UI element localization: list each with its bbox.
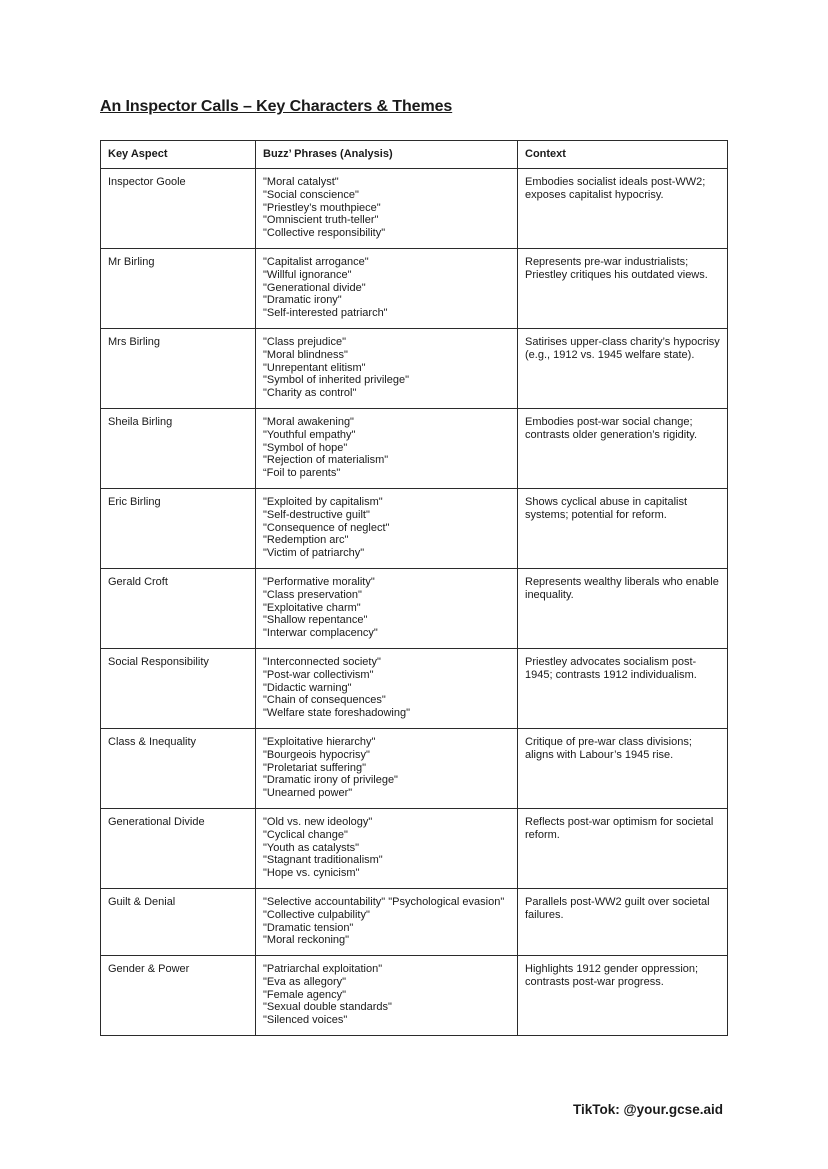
phrase: "Moral blindness": [263, 348, 348, 361]
phrases-cell: [256, 956, 518, 1036]
phrases-cell: [256, 569, 518, 649]
phrase: "Moral catalyst": [263, 176, 339, 188]
phrase: "Collective culpability": [263, 908, 370, 921]
column-header-context: Context: [518, 141, 728, 169]
column-header-buzz-phrases: Buzz’ Phrases (Analysis): [256, 141, 518, 169]
context-cell: Reflects post-war optimism for societal reform.: [518, 809, 728, 889]
phrase: "Willful ignorance": [263, 268, 352, 281]
phrase: "Interwar complacency": [263, 627, 378, 640]
phrase: "Redemption arc": [263, 534, 349, 547]
phrase: "Unrepentant elitism": [263, 361, 366, 374]
phrase: "Self-interested patriarch": [263, 307, 388, 320]
table-header-row: [101, 141, 728, 169]
phrase: "Capitalist arrogance": [263, 256, 369, 268]
phrase: "Symbol of inherited privilege": [263, 374, 409, 387]
phrase: "Interconnected society": [263, 656, 381, 668]
phrase: "Old vs. new ideology": [263, 816, 373, 828]
key-aspect-cell: Guilt & Denial: [101, 889, 256, 956]
context-cell: Parallels post-WW2 guilt over societal failures.: [518, 889, 728, 956]
phrase: "Social conscience": [263, 188, 359, 201]
phrase: "Youth as catalysts": [263, 841, 360, 854]
phrase: "Female agency": [263, 988, 347, 1001]
table-row: [101, 329, 728, 409]
phrase: "Exploitative hierarchy": [263, 736, 376, 748]
key-aspect-cell: Eric Birling: [101, 489, 256, 569]
table-row: [101, 249, 728, 329]
phrases-cell: [256, 889, 518, 956]
phrase: "Proletariat suffering": [263, 761, 366, 774]
table-row: [101, 649, 728, 729]
phrases-cell: [256, 809, 518, 889]
page-title: An Inspector Calls – Key Characters & Themes: [100, 98, 453, 115]
phrase: “Foil to parents": [263, 467, 341, 480]
phrase: "Chain of consequences": [263, 694, 386, 707]
phrase: "Didactic warning": [263, 681, 352, 694]
context-cell: Critique of pre-war class divisions; aligns with Labour’s 1945 rise.: [518, 729, 728, 809]
context-cell: Represents wealthy liberals who enable inequality.: [518, 569, 728, 649]
context-cell: Represents pre-war industrialists; Priestley critiques his outdated views.: [518, 249, 728, 329]
key-aspect-cell: Gerald Croft: [101, 569, 256, 649]
key-aspect-cell: Mrs Birling: [101, 329, 256, 409]
phrase: "Omniscient truth-teller": [263, 214, 379, 227]
characters-themes-table: [100, 140, 728, 1036]
table-row: [101, 489, 728, 569]
phrases-cell: [256, 649, 518, 729]
phrase: "Shallow repentance": [263, 614, 368, 627]
phrase: "Dramatic irony of privilege": [263, 774, 398, 787]
tiktok-credit: TikTok: @your.gcse.aid: [573, 1102, 723, 1117]
context-cell: Priestley advocates socialism post-1945; contrasts 1912 individualism.: [518, 649, 728, 729]
context-cell: Embodies post-war social change; contrasts older generation’s rigidity.: [518, 409, 728, 489]
phrases-cell: [256, 729, 518, 809]
phrase: "Dramatic irony": [263, 294, 342, 307]
phrase: "Victim of patriarchy": [263, 547, 365, 560]
phrase: "Generational divide": [263, 281, 366, 294]
phrase: "Collective responsibility": [263, 227, 386, 240]
table-row: [101, 809, 728, 889]
table-row: [101, 729, 728, 809]
context-cell: Satirises upper-class charity’s hypocrisy (e.g., 1912 vs. 1945 welfare state).: [518, 329, 728, 409]
context-cell: Shows cyclical abuse in capitalist systems; potential for reform.: [518, 489, 728, 569]
table-row: [101, 889, 728, 956]
key-aspect-cell: Sheila Birling: [101, 409, 256, 489]
phrase: "Selective accountability" "Psychological evasion": [263, 896, 505, 908]
phrase: "Charity as control": [263, 387, 357, 400]
phrase: "Consequence of neglect": [263, 521, 390, 534]
phrase: "Unearned power": [263, 787, 353, 800]
phrase: "Class prejudice": [263, 336, 347, 348]
phrases-cell: [256, 169, 518, 249]
phrase: "Self-destructive guilt": [263, 508, 370, 521]
table-row: [101, 169, 728, 249]
phrase: "Symbol of hope": [263, 441, 348, 454]
phrase: "Stagnant traditionalism": [263, 854, 383, 867]
phrases-cell: [256, 409, 518, 489]
table-row: [101, 569, 728, 649]
phrases-cell: [256, 329, 518, 409]
phrase: "Exploitative charm": [263, 601, 361, 614]
phrase: "Class preservation": [263, 588, 362, 601]
key-aspect-cell: Class & Inequality: [101, 729, 256, 809]
phrase: "Performative morality": [263, 576, 375, 588]
key-aspect-cell: Gender & Power: [101, 956, 256, 1036]
phrase: "Welfare state foreshadowing": [263, 707, 411, 720]
column-header-key-aspect: Key Aspect: [101, 141, 256, 169]
key-aspect-cell: Generational Divide: [101, 809, 256, 889]
table-row: [101, 409, 728, 489]
phrase: "Dramatic tension": [263, 921, 354, 934]
phrases-cell: [256, 249, 518, 329]
phrase: "Moral awakening": [263, 416, 354, 428]
key-aspect-cell: Inspector Goole: [101, 169, 256, 249]
phrase: "Post-war collectivism": [263, 668, 374, 681]
phrase: "Youthful empathy": [263, 428, 356, 441]
context-cell: Highlights 1912 gender oppression; contrasts post-war progress.: [518, 956, 728, 1036]
phrase: "Silenced voices": [263, 1014, 348, 1027]
phrase: "Exploited by capitalism": [263, 496, 383, 508]
key-aspect-cell: Mr Birling: [101, 249, 256, 329]
table-row: [101, 956, 728, 1036]
phrase: "Sexual double standards": [263, 1001, 392, 1014]
phrase: "Rejection of materialism": [263, 454, 389, 467]
phrase: "Moral reckoning": [263, 934, 350, 947]
phrase: "Eva as allegory": [263, 975, 347, 988]
phrase: "Priestley’s mouthpiece": [263, 201, 381, 214]
phrase: "Hope vs. cynicism": [263, 867, 360, 880]
context-cell: Embodies socialist ideals post-WW2; exposes capitalist hypocrisy.: [518, 169, 728, 249]
key-aspect-cell: Social Responsibility: [101, 649, 256, 729]
phrase: "Patriarchal exploitation": [263, 963, 383, 975]
phrases-cell: [256, 489, 518, 569]
phrase: "Cyclical change": [263, 828, 348, 841]
phrase: "Bourgeois hypocrisy": [263, 748, 370, 761]
